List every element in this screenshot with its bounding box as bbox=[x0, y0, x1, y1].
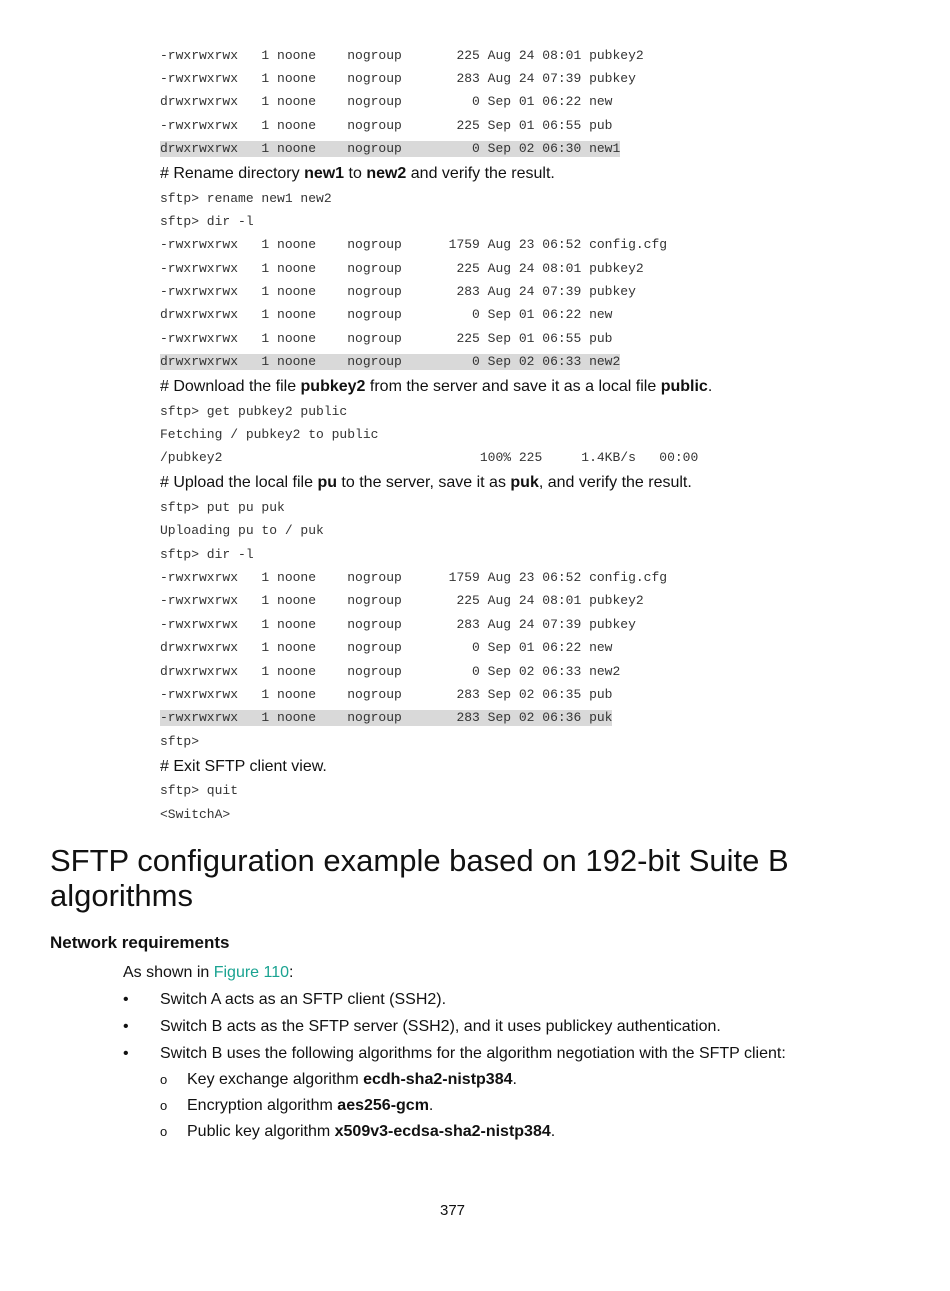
subsection-title: Network requirements bbox=[50, 933, 230, 952]
circle-bullet-icon: o bbox=[160, 1072, 168, 1087]
step-exit-text: # Exit SFTP client view. bbox=[160, 758, 327, 775]
bullet-icon: • bbox=[123, 991, 129, 1008]
code-line: -rwxrwxrwx 1 noone nogroup 225 Aug 24 08:01 pubkey2 bbox=[160, 261, 644, 276]
code-line: sftp> put pu puk bbox=[160, 500, 285, 515]
code-line: Uploading pu to / puk bbox=[160, 523, 324, 538]
page-number: 377 bbox=[439, 1202, 466, 1219]
code-line: -rwxrwxrwx 1 noone nogroup 283 Aug 24 07:39 pubkey bbox=[160, 284, 636, 299]
code-line: sftp> rename new1 new2 bbox=[160, 191, 332, 206]
code-line: -rwxrwxrwx 1 noone nogroup 1759 Aug 23 06:52 config.cfg bbox=[160, 237, 668, 252]
code-line: /pubkey2 100% 225 1.4KB/s 00:00 bbox=[160, 450, 699, 465]
code-line: sftp> quit bbox=[160, 783, 239, 798]
code-line: -rwxrwxrwx 1 noone nogroup 225 Aug 24 08:01 pubkey2 bbox=[160, 593, 644, 608]
circle-bullet-icon: o bbox=[160, 1098, 168, 1113]
intro-text: As shown in Figure 110: bbox=[123, 964, 294, 981]
code-line: -rwxrwxrwx 1 noone nogroup 283 Aug 24 07:39 pubkey bbox=[160, 617, 636, 632]
code-line: drwxrwxrwx 1 noone nogroup 0 Sep 02 06:33 new2 bbox=[160, 664, 621, 679]
circle-bullet-icon: o bbox=[160, 1124, 168, 1139]
code-line: -rwxrwxrwx 1 noone nogroup 1759 Aug 23 06:52 config.cfg bbox=[160, 570, 668, 585]
step-upload-text: # Upload the local file pu to the server, save it as puk, and verify the result. bbox=[160, 474, 692, 491]
code-line: -rwxrwxrwx 1 noone nogroup 225 Aug 24 08:01 pubkey2 bbox=[160, 48, 644, 63]
code-line: sftp> dir -l bbox=[160, 214, 254, 229]
code-line: -rwxrwxrwx 1 noone nogroup 225 Sep 01 06:55 pub bbox=[160, 331, 613, 346]
sub-list-item: o Key exchange algorithm ecdh-sha2-nistp384. bbox=[160, 1071, 517, 1088]
code-line: sftp> bbox=[160, 734, 200, 749]
code-line: sftp> dir -l bbox=[160, 547, 254, 562]
step-rename-text: # Rename directory new1 to new2 and verify the result. bbox=[160, 165, 555, 182]
code-line: -rwxrwxrwx 1 noone nogroup 225 Sep 01 06:55 pub bbox=[160, 118, 613, 133]
sub-list-item: o Encryption algorithm aes256-gcm. bbox=[160, 1097, 434, 1114]
figure-link[interactable]: Figure 110 bbox=[213, 964, 290, 981]
list-item: • Switch A acts as an SFTP client (SSH2). bbox=[123, 991, 447, 1008]
code-line-highlighted: drwxrwxrwx 1 noone nogroup 0 Sep 02 06:33 new2 bbox=[160, 354, 621, 369]
code-line: Fetching / pubkey2 to public bbox=[160, 427, 379, 442]
step-download-text: # Download the file pubkey2 from the server and save it as a local file public. bbox=[160, 378, 713, 395]
code-line-highlighted: drwxrwxrwx 1 noone nogroup 0 Sep 02 06:30 new1 bbox=[160, 141, 621, 156]
bullet-icon: • bbox=[123, 1045, 129, 1062]
code-line: drwxrwxrwx 1 noone nogroup 0 Sep 01 06:22 new bbox=[160, 94, 613, 109]
list-item: • Switch B uses the following algorithms for the algorithm negotiation with the SFTP client: bbox=[123, 1045, 786, 1062]
code-line: -rwxrwxrwx 1 noone nogroup 283 Sep 02 06:35 pub bbox=[160, 687, 613, 702]
code-line-highlighted: -rwxrwxrwx 1 noone nogroup 283 Sep 02 06:36 puk bbox=[160, 710, 613, 725]
list-item: • Switch B acts as the SFTP server (SSH2), and it uses publickey authentication. bbox=[123, 1018, 721, 1035]
bullet-icon: • bbox=[123, 1018, 129, 1035]
code-line: drwxrwxrwx 1 noone nogroup 0 Sep 01 06:22 new bbox=[160, 640, 613, 655]
section-title: SFTP configuration example based on 192-bit Suite B algorithms bbox=[50, 843, 789, 913]
code-line: <SwitchA> bbox=[160, 807, 231, 822]
code-line: drwxrwxrwx 1 noone nogroup 0 Sep 01 06:22 new bbox=[160, 307, 613, 322]
sub-list-item: o Public key algorithm x509v3-ecdsa-sha2-nistp384. bbox=[160, 1123, 556, 1140]
code-line: -rwxrwxrwx 1 noone nogroup 283 Aug 24 07:39 pubkey bbox=[160, 71, 636, 86]
code-line: sftp> get pubkey2 public bbox=[160, 404, 348, 419]
